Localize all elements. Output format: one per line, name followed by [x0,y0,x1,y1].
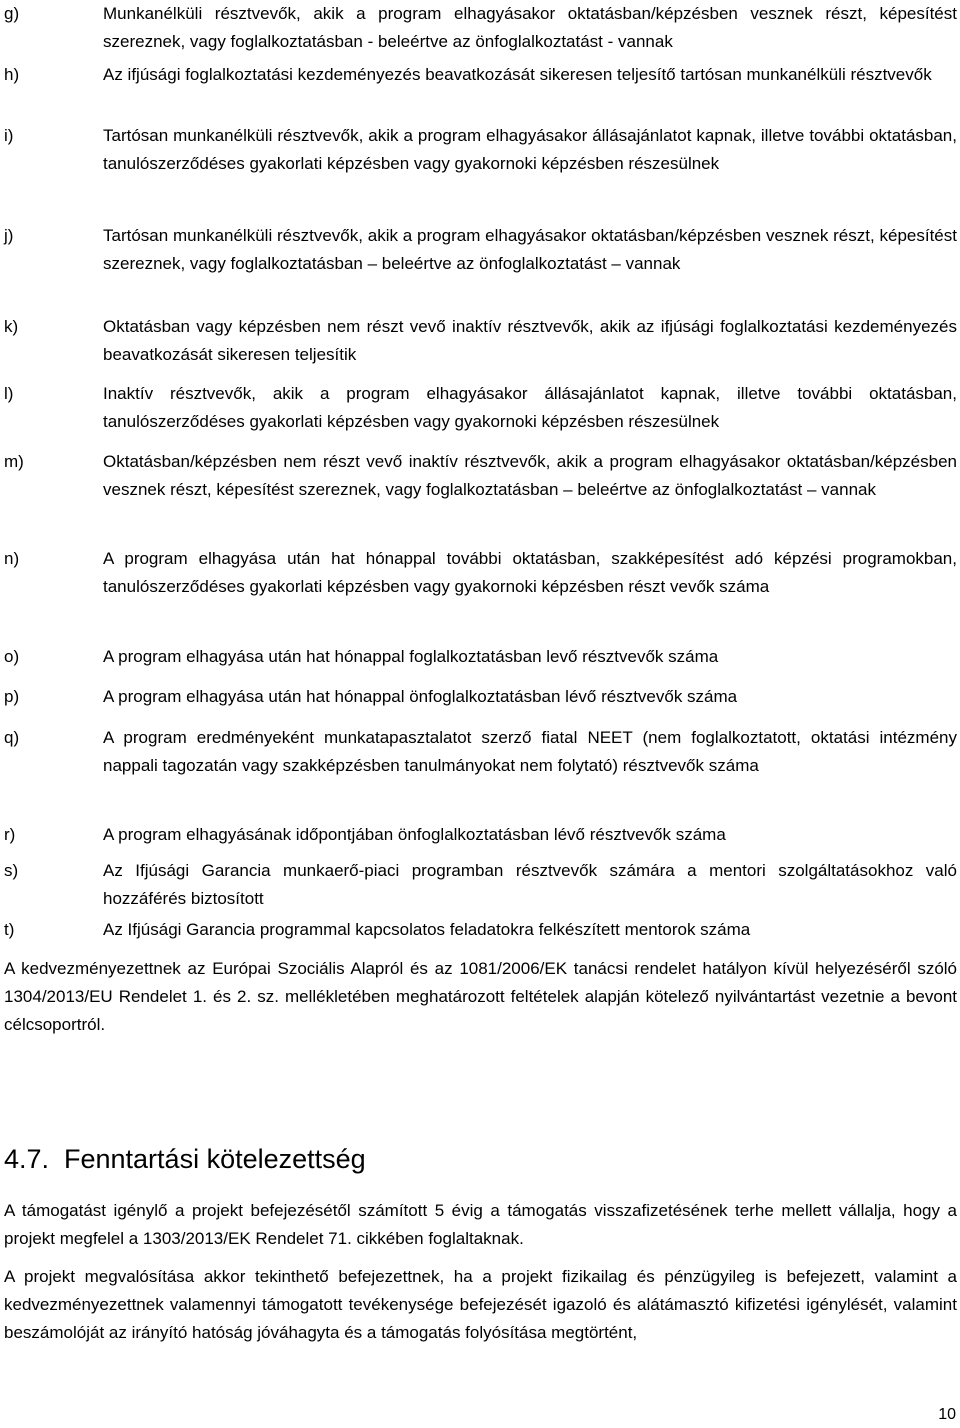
section-title: Fenntartási kötelezettség [64,1144,366,1174]
list-marker: o) [4,647,20,666]
list-item-text: A program eredményeként munkatapasztalatot szerző fiatal NEET (nem foglalkoztatott, oktatási intézmény nappali tagozatán vagy szakképzésben tanulmányokat nem folytató) résztvevők száma [103,728,957,775]
body-paragraph: A támogatást igénylő a projekt befejezésétől számított 5 évig a támogatás visszafizetésének terhe mellett vállalja, hogy a projekt megfelel a 1303/2013/EK Rendelet 71. cikkében foglaltaknak. [4,1201,957,1248]
list-item-text: Az Ifjúsági Garancia munkaerő-piaci programban résztvevők számára a mentori szolgáltatásokhoz való hozzáférés biztosított [103,861,957,908]
section-number: 4.7. [4,1144,50,1174]
list-marker: j) [4,226,14,245]
list-item-text: Tartósan munkanélküli résztvevők, akik a program elhagyásakor oktatásban/képzésben vesznek részt, képesítést szereznek, vagy foglalkoztatásban – beleértve az önfoglalkoztatást – vannak [103,226,957,273]
section-heading [4,1139,366,1179]
regulation-paragraph: A kedvezményezettnek az Európai Szociális Alapról és az 1081/2006/EK tanácsi rendelet hatályon kívül helyezéséről szóló 1304/2013/EU Rendelet 1. és 2. sz. mellékletében meghatározott feltételek alapján kötelező nyilvántartást vezetnie a bevont célcsoportról. [4,959,957,1034]
list-item-text: Oktatásban/képzésben nem részt vevő inaktív résztvevők, akik a program elhagyásakor oktatásban/képzésben vesznek részt, képesítést szereznek, vagy foglalkoztatásban – beleértve az önfoglalkoztatást – vannak [103,452,957,499]
list-marker: k) [4,317,19,336]
list-marker: n) [4,549,20,568]
list-marker: p) [4,687,20,706]
page-number: 10 [938,1406,956,1423]
list-marker: g) [4,4,20,23]
list-item-text: A program elhagyása után hat hónappal önfoglalkoztatásban lévő résztvevők száma [103,687,738,706]
list-item-text: Tartósan munkanélküli résztvevők, akik a program elhagyásakor állásajánlatot kapnak, illetve további oktatásban, tanulószerződéses gyakorlati képzésben vagy gyakornoki képzésben részesülnek [103,126,957,173]
list-marker: t) [4,920,15,939]
list-marker: i) [4,126,14,145]
list-item-text: Az Ifjúsági Garancia programmal kapcsolatos feladatokra felkészített mentorok száma [103,920,751,939]
body-paragraph: A projekt megvalósítása akkor tekinthető befejezettnek, ha a projekt fizikailag és pénzügyileg is befejezett, valamint a kedvezményezettnek valamennyi támogatott tevékenysége befejezését igazoló és alátámasztó kifizetési igénylését, valamint beszámolóját az irányító hatóság jóváhagyta és a támogatás folyósítása megtörtént, [4,1267,957,1342]
list-marker: s) [4,861,19,880]
list-marker: m) [4,452,24,471]
list-item-text: A program elhagyása után hat hónappal foglalkoztatásban levő résztvevők száma [103,647,719,666]
list-item-text: Az ifjúsági foglalkoztatási kezdeményezés beavatkozását sikeresen teljesítő tartósan munkanélküli résztvevők [103,65,932,84]
list-item-text: A program elhagyásának időpontjában önfoglalkoztatásban lévő résztvevők száma [103,825,726,844]
list-item-text: A program elhagyása után hat hónappal további oktatásban, szakképesítést adó képzési programokban, tanulószerződéses gyakorlati képzésben vagy gyakornoki képzésben részt vevők száma [103,549,957,596]
list-marker: q) [4,728,20,747]
list-marker: h) [4,65,20,84]
list-item-text: Oktatásban vagy képzésben nem részt vevő inaktív résztvevők, akik az ifjúsági foglalkoztatási kezdeményezés beavatkozását sikeresen teljesítik [103,317,957,364]
list-marker: r) [4,825,16,844]
list-item-text: Inaktív résztvevők, akik a program elhagyásakor állásajánlatot kapnak, illetve további oktatásban, tanulószerződéses gyakorlati képzésben vagy gyakornoki képzésben részesülnek [103,384,957,431]
list-marker: l) [4,384,14,403]
list-item-text: Munkanélküli résztvevők, akik a program elhagyásakor oktatásban/képzésben vesznek részt, képesítést szereznek, vagy foglalkoztatásban - beleértve az önfoglalkoztatást - vannak [103,4,957,51]
